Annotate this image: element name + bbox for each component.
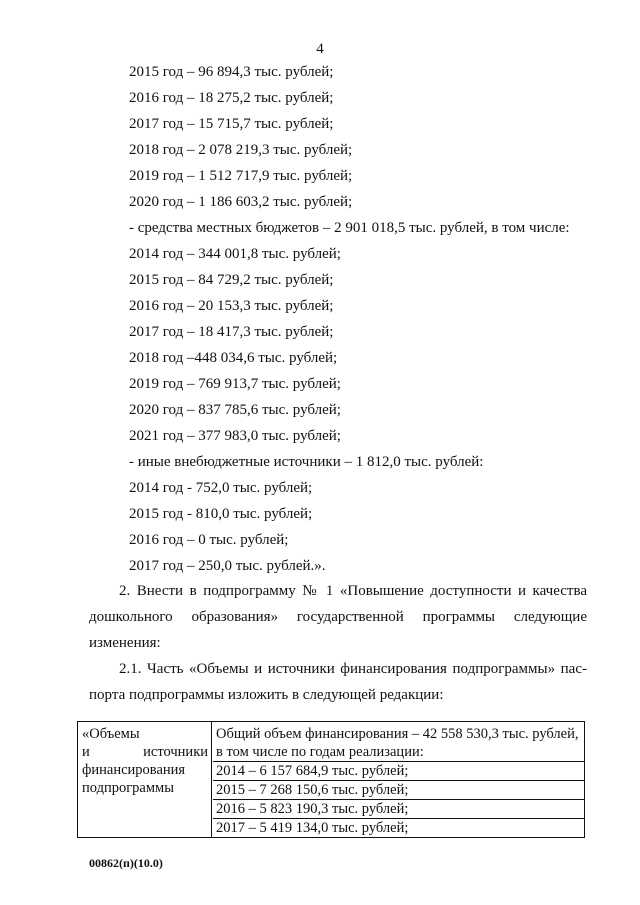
page-number: 4 (316, 41, 324, 57)
passport-label-line: финансирования (82, 762, 186, 778)
paragraph-2-line: дошкольного образования» государственной программы следующие (89, 609, 587, 625)
paragraph-2-1-line: порта подпрограммы изложить в следующей редакции: (89, 687, 444, 703)
funding-line: 2017 год – 15 715,7 тыс. рублей; (129, 116, 334, 132)
passport-value-cell (212, 722, 585, 838)
funding-line: 2014 год - 752,0 тыс. рублей; (129, 480, 313, 496)
paragraph-2-line: 2. Внести в подпрограмму № 1 «Повышение доступности и качества (119, 583, 587, 599)
passport-value-header: Общий объем финансирования – 42 558 530,3 тыс. рублей, (216, 726, 579, 742)
funding-line: 2018 год – 2 078 219,3 тыс. рублей; (129, 142, 353, 158)
funding-line: 2021 год – 377 983,0 тыс. рублей; (129, 428, 341, 444)
funding-line: 2015 год – 84 729,2 тыс. рублей; (129, 272, 334, 288)
funding-line: 2020 год – 837 785,6 тыс. рублей; (129, 402, 341, 418)
passport-label-cell (78, 722, 212, 838)
passport-value-row: 2015 – 7 268 150,6 тыс. рублей; (213, 780, 584, 799)
funding-line: 2020 год – 1 186 603,2 тыс. рублей; (129, 194, 353, 210)
passport-value-row: 2016 – 5 823 190,3 тыс. рублей; (213, 799, 584, 818)
passport-label-line: и источники (82, 744, 208, 760)
funding-line: 2016 год – 20 153,3 тыс. рублей; (129, 298, 334, 314)
funding-line: 2019 год – 1 512 717,9 тыс. рублей; (129, 168, 353, 184)
funding-line: 2019 год – 769 913,7 тыс. рублей; (129, 376, 341, 392)
funding-line: 2017 год – 250,0 тыс. рублей.». (129, 558, 326, 574)
table-row (78, 722, 585, 838)
passport-value-row: 2014 – 6 157 684,9 тыс. рублей; (213, 761, 584, 780)
document-code: 00862(п)(10.0) (89, 856, 163, 870)
funding-source-heading: - средства местных бюджетов – 2 901 018,5 тыс. рублей, в том числе: (129, 220, 570, 236)
funding-source-heading: - иные внебюджетные источники – 1 812,0 тыс. рублей: (129, 454, 484, 470)
paragraph-2-line: изменения: (89, 635, 161, 651)
funding-line: 2017 год – 18 417,3 тыс. рублей; (129, 324, 334, 340)
passport-label-line: «Объемы (82, 726, 140, 742)
passport-value-row: 2017 – 5 419 134,0 тыс. рублей; (213, 818, 584, 837)
paragraph-2 (89, 578, 587, 656)
passport-table (77, 721, 585, 838)
paragraph-2-1 (89, 656, 587, 708)
funding-line: 2018 год –448 034,6 тыс. рублей; (129, 350, 338, 366)
funding-line: 2015 год - 810,0 тыс. рублей; (129, 506, 313, 522)
funding-line: 2014 год – 344 001,8 тыс. рублей; (129, 246, 341, 262)
funding-line: 2015 год – 96 894,3 тыс. рублей; (129, 64, 334, 80)
funding-line: 2016 год – 0 тыс. рублей; (129, 532, 289, 548)
paragraph-2-1-line: 2.1. Часть «Объемы и источники финансирования подпрограммы» пас- (119, 661, 587, 677)
passport-value-header: в том числе по годам реализации: (216, 744, 424, 760)
passport-label-line: подпрограммы (82, 780, 174, 796)
funding-line: 2016 год – 18 275,2 тыс. рублей; (129, 90, 334, 106)
